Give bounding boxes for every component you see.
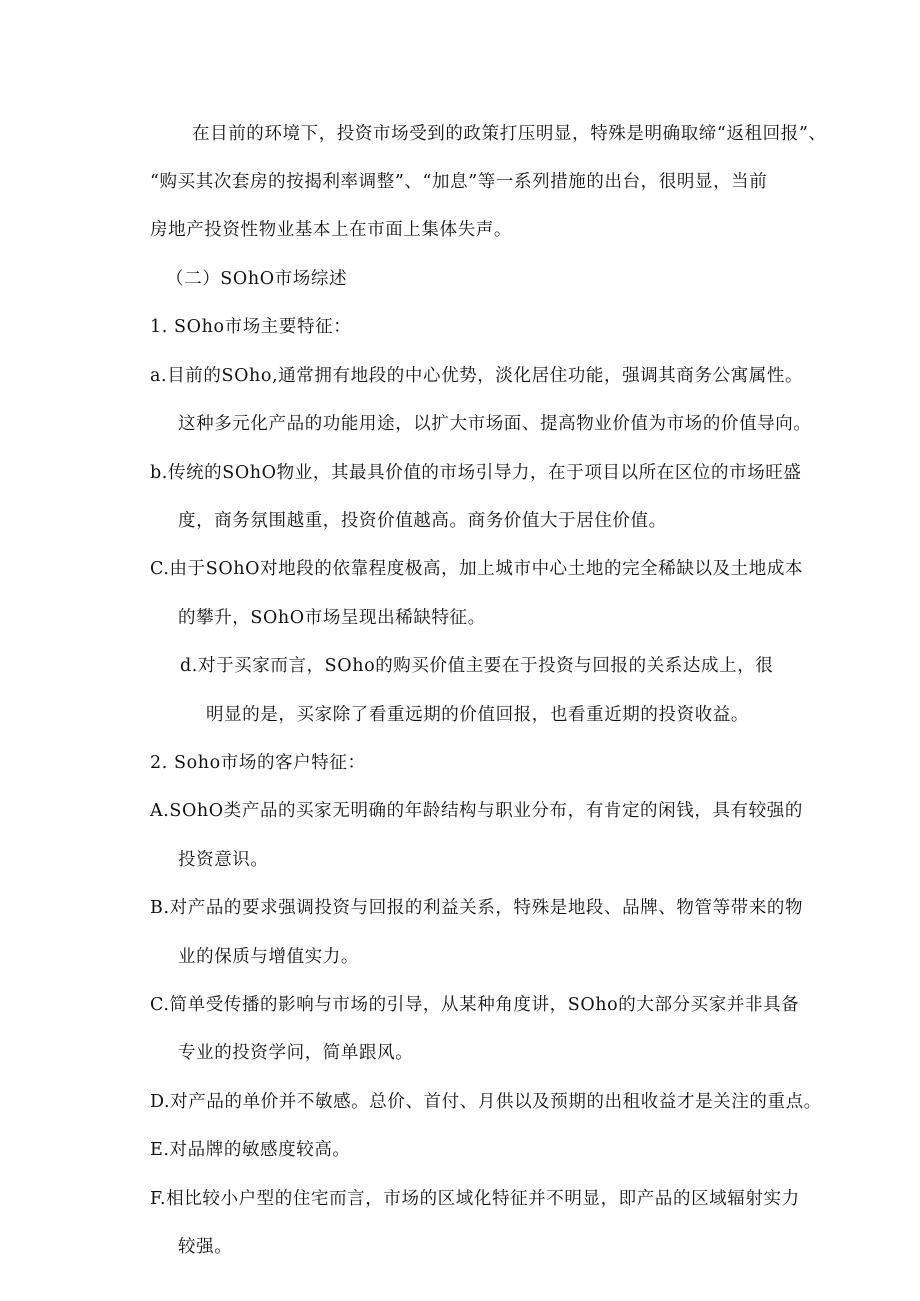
text-line: 房地产投资性物业基本上在市面上集体失声。 xyxy=(150,220,512,240)
text-line: B.对产品的要求强调投资与回报的利益关系，特殊是地段、品牌、物管等带来的物 xyxy=(150,898,804,918)
text-line: 明显的是，买家除了看重远期的价值回报，也看重近期的投资收益。 xyxy=(206,705,749,725)
subsection-heading: 2. Soho市场的客户特征： xyxy=(150,753,366,773)
text-line: 在目前的环境下，投资市场受到的政策打压明显，特殊是明确取缔“返租回报”、 xyxy=(192,124,827,144)
text-line: C.简单受传播的影响与市场的引导，从某种角度讲，SOho的大部分买家并非具备 xyxy=(150,995,800,1015)
subsection-heading: 1. SOho市场主要特征： xyxy=(150,317,352,337)
text-line: C.由于SOhO对地段的依靠程度极高，加上城市中心土地的完全稀缺以及土地成本 xyxy=(150,559,804,579)
text-line: F.相比较小户型的住宅而言，市场的区域化特征并不明显，即产品的区域辐射实力 xyxy=(150,1189,800,1209)
text-line: 度，商务氛围越重，投资价值越高。商务价值大于居住价值。 xyxy=(178,511,667,531)
text-line: 业的保质与增值实力。 xyxy=(178,947,359,967)
text-line: E.对品牌的敏感度较高。 xyxy=(150,1140,351,1160)
text-line: d.对于买家而言，SOho的购买价值主要在于投资与回报的关系达成上，很 xyxy=(180,656,774,676)
text-line: 的攀升，SOhO市场呈现出稀缺特征。 xyxy=(178,608,486,628)
section-heading: （二）SOhO市场综述 xyxy=(166,269,348,289)
text-line: 这种多元化产品的功能用途，以扩大市场面、提高物业价值为市场的价值导向。 xyxy=(178,414,812,434)
text-line: 专业的投资学问，简单跟风。 xyxy=(178,1043,414,1063)
text-line: 投资意识。 xyxy=(178,850,269,870)
text-line: 较强。 xyxy=(178,1237,233,1257)
text-line: D.对产品的单价并不敏感。总价、首付、月供以及预期的出租收益才是关注的重点。 xyxy=(150,1092,822,1112)
text-line: b.传统的SOhO物业，其最具价值的市场引导力，在于项目以所在区位的市场旺盛 xyxy=(150,463,802,483)
text-line: “购买其次套房的按揭利率调整”、“加息”等一系列措施的出台，很明显，当前 xyxy=(150,172,768,192)
text-line: A.SOhO类产品的买家无明确的年龄结构与职业分布，有肯定的闲钱，具有较强的 xyxy=(150,801,803,821)
text-line: a.目前的SOho,通常拥有地段的中心优势，淡化居住功能，强调其商务公寓属性。 xyxy=(150,366,804,386)
